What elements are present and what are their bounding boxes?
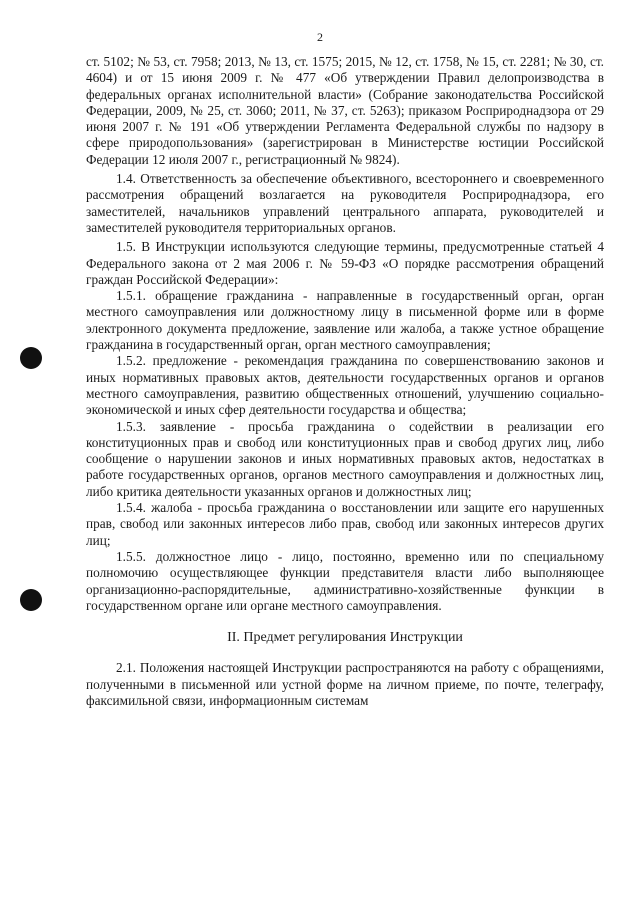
- document-body: [86, 54, 604, 709]
- binder-hole: [20, 589, 42, 611]
- page-number: 2: [317, 30, 323, 44]
- paragraph-2-1: 2.1. Положения настоящей Инструкции распространяются на работу с обращениями, полученными в письменной или устной форме на личном приеме, по почте, телеграфу, факсимильной связи, информационным системам: [86, 660, 604, 708]
- paragraph-1-5-3: 1.5.3. заявление - просьба гражданина о содействии в реализации его конституционных прав и свобод или конституционных прав и свобод других лиц, либо сообщение о нарушении законов и иных нормативных правовых актов, недостатках в работе государственных органов, органов местного самоуправления и должностных лиц, либо критика деятельности указанных органов и должностных лиц;: [86, 418, 604, 499]
- paragraph-1-5-1: 1.5.1. обращение гражданина - направленные в государственный орган, орган местного самоуправления или должностному лицу в письменной форме или в форме электронного документа предложение, заявление или жалоба, а также устное обращение гражданина в государственный орган, орган местного самоуправления;: [86, 288, 604, 353]
- paragraph-1-5: 1.5. В Инструкции используются следующие термины, предусмотренные статьей 4 Федерального закона от 2 мая 2006 г. № 59-ФЗ «О порядке рассмотрения обращений граждан Российской Федерации»:: [86, 239, 604, 287]
- section-heading: II. Предмет регулирования Инструкции: [227, 630, 463, 646]
- paragraph-1-5-4: 1.5.4. жалоба - просьба гражданина о восстановлении или защите его нарушенных прав, свобод или законных интересов либо прав, свобод или законных интересов других лиц;: [86, 500, 604, 548]
- binder-hole: [20, 347, 42, 369]
- paragraph-1-5-5: 1.5.5. должностное лицо - лицо, постоянно, временно или по специальному полномочию осуществляющее функции представителя власти либо выполняющее организационно-распорядительные, административно-хозяйственные функции в государственном органе или органе местного самоуправления.: [86, 548, 604, 613]
- paragraph-1-4: 1.4. Ответственность за обеспечение объективного, всестороннего и своевременного рассмотрения обращений возлагается на руководителя Росприроднадзора, его заместителей, начальников управлений центрального аппарата, руководителей и заместителей руководителя территориальных органов.: [86, 171, 604, 235]
- paragraph-continuation: ст. 5102; № 53, ст. 7958; 2013, № 13, ст. 1575; 2015, № 12, ст. 1758, № 15, ст. 2281; № 30, ст. 4604) и от 15 июня 2009 г. № 477 «Об утверждении Правил делопроизводства в федеральных органах исполнительной власти» (Собрание законодательства Российской Федерации, 2009, № 25, ст. 3060; 2011, № 37, ст. 5263); приказом Росприроднадзора от 29 июня 2007 г. № 191 «Об утверждении Регламента Федеральной службы по надзору в сфере природопользования» (зарегистрирован в Министерстве юстиции Российской Федерации 12 июля 2007 г., регистрационный № 9824).: [86, 54, 604, 167]
- paragraph-1-5-2: 1.5.2. предложение - рекомендация гражданина по совершенствованию законов и иных нормативных правовых актов, деятельности государственных органов и органов местного самоуправления, развитию общественных отношений, улучшению социально-экономической и иных сфер деятельности государства и общества;: [86, 353, 604, 418]
